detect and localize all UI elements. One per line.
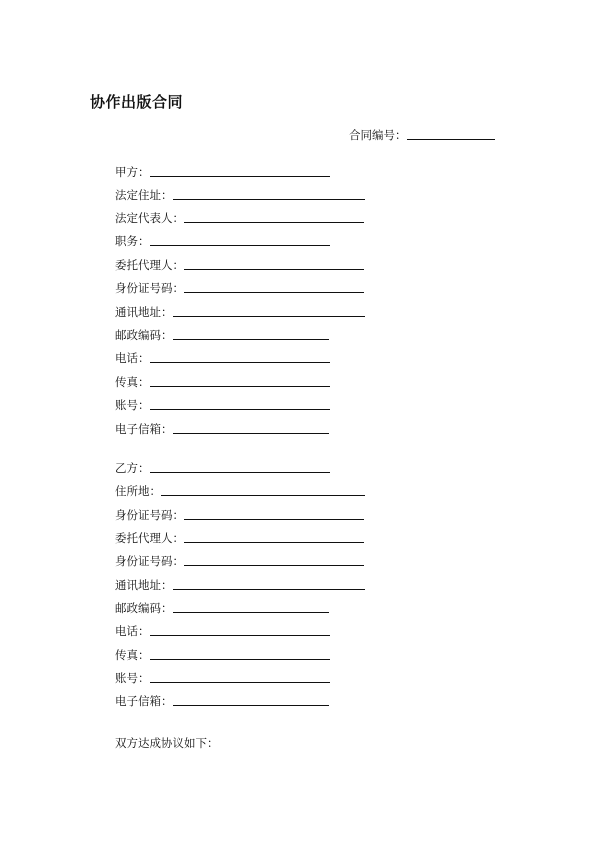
party-b-fax-label: 传真：: [115, 648, 150, 662]
party-a-fax-label: 传真：: [115, 375, 150, 389]
party-b-line[interactable]: [150, 472, 330, 473]
party-a-address-row: [115, 186, 365, 202]
party-b-label: 乙方：: [115, 461, 150, 475]
party-a-row: [115, 163, 330, 179]
party-a-agent-label: 委托代理人：: [115, 258, 184, 272]
contract-number-label: 合同编号：: [349, 128, 407, 142]
party-b-postcode-row: [115, 599, 329, 615]
party-a-position-row: [115, 232, 330, 248]
party-a-account-label: 账号：: [115, 398, 150, 412]
party-b-email-row: [115, 692, 329, 708]
party-a-email-label: 电子信箱：: [115, 422, 173, 436]
party-b-id-row: [115, 506, 364, 522]
party-b-agent-row: [115, 529, 364, 545]
contract-number-line[interactable]: [407, 139, 495, 140]
contract-number-field: [349, 128, 495, 142]
party-a-id-row: [115, 279, 364, 295]
party-a-address-label: 法定住址：: [115, 188, 173, 202]
party-b-id-label: 身份证号码：: [115, 508, 184, 522]
party-b-agent-line[interactable]: [184, 542, 364, 543]
party-b-mail-row: [115, 576, 365, 592]
party-a-fax-line[interactable]: [150, 386, 330, 387]
document-title: 协作出版合同: [90, 93, 184, 111]
party-b-fax-row: [115, 646, 330, 662]
party-a-account-row: [115, 396, 330, 412]
party-a-legal-rep-line[interactable]: [184, 222, 364, 223]
party-b-agent-id-label: 身份证号码：: [115, 554, 184, 568]
party-a-phone-label: 电话：: [115, 351, 150, 365]
party-b-phone-row: [115, 622, 330, 638]
party-b-mail-line[interactable]: [173, 589, 365, 590]
party-b-agent-id-row: [115, 552, 364, 568]
party-b-agent-label: 委托代理人：: [115, 531, 184, 545]
party-b-row: [115, 459, 330, 475]
party-a-agent-line[interactable]: [184, 269, 364, 270]
party-b-residence-line[interactable]: [161, 495, 365, 496]
party-b-email-label: 电子信箱：: [115, 694, 173, 708]
party-a-position-line[interactable]: [150, 245, 330, 246]
party-a-account-line[interactable]: [150, 409, 330, 410]
party-a-postcode-row: [115, 326, 329, 342]
party-b-email-line[interactable]: [173, 705, 329, 706]
party-b-fax-line[interactable]: [150, 659, 330, 660]
party-a-fax-row: [115, 373, 330, 389]
party-a-postcode-line[interactable]: [173, 339, 329, 340]
party-a-mail-line[interactable]: [173, 316, 365, 317]
party-a-mail-row: [115, 303, 365, 319]
party-b-id-line[interactable]: [184, 519, 364, 520]
party-b-mail-label: 通讯地址：: [115, 578, 173, 592]
party-b-account-line[interactable]: [150, 682, 330, 683]
party-b-postcode-line[interactable]: [173, 612, 329, 613]
party-b-phone-label: 电话：: [115, 624, 150, 638]
party-a-phone-line[interactable]: [150, 362, 330, 363]
party-a-label: 甲方：: [115, 165, 150, 179]
party-a-legal-rep-label: 法定代表人：: [115, 211, 184, 225]
party-b-residence-label: 住所地：: [115, 484, 161, 498]
party-a-position-label: 职务：: [115, 234, 150, 248]
party-a-legal-rep-row: [115, 209, 364, 225]
party-a-address-line[interactable]: [173, 199, 365, 200]
party-b-postcode-label: 邮政编码：: [115, 601, 173, 615]
party-b-agent-id-line[interactable]: [184, 565, 364, 566]
party-a-mail-label: 通讯地址：: [115, 305, 173, 319]
party-a-email-row: [115, 420, 329, 436]
party-a-line[interactable]: [150, 176, 330, 177]
party-a-email-line[interactable]: [173, 433, 329, 434]
party-a-agent-row: [115, 256, 364, 272]
party-a-id-line[interactable]: [184, 292, 364, 293]
party-b-phone-line[interactable]: [150, 635, 330, 636]
party-b-account-row: [115, 669, 330, 685]
party-b-residence-row: [115, 482, 365, 498]
party-b-account-label: 账号：: [115, 671, 150, 685]
agreement-intro-text: 双方达成协议如下：: [115, 736, 219, 750]
party-a-postcode-label: 邮政编码：: [115, 328, 173, 342]
party-a-phone-row: [115, 349, 330, 365]
party-a-id-label: 身份证号码：: [115, 281, 184, 295]
